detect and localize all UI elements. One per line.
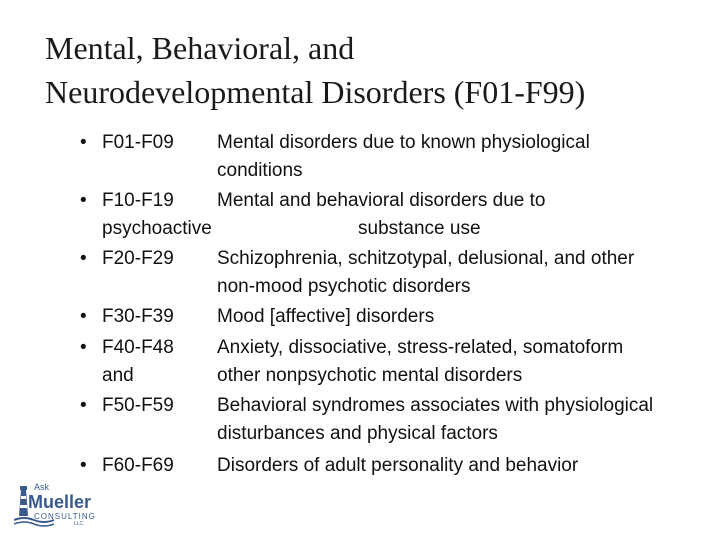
code-description-continued-left: psychoactive: [102, 218, 212, 239]
code-description-continued-left: and: [102, 365, 134, 386]
bullet-icon: •: [80, 132, 87, 153]
bullet-icon: •: [80, 306, 87, 327]
code-description: Schizophrenia, schitzotypal, delusional, and other: [217, 248, 635, 269]
bullet-icon: •: [80, 455, 87, 476]
code-description-continued: conditions: [217, 160, 303, 181]
code-range: F30-F39: [102, 306, 174, 327]
code-description: Mood [affective] disorders: [217, 306, 435, 327]
code-description: Mental disorders due to known physiological: [217, 132, 590, 153]
code-description-continued-right: substance use: [358, 218, 481, 239]
code-range: F01-F09: [102, 132, 174, 153]
code-description-continued: non-mood psychotic disorders: [217, 276, 471, 297]
bullet-icon: •: [80, 248, 87, 269]
code-description: Anxiety, dissociative, stress-related, somatoform: [217, 337, 624, 358]
code-range: F50-F59: [102, 395, 174, 416]
code-description-continued-right: other nonpsychotic mental disorders: [217, 365, 523, 386]
code-range: F40-F48: [102, 337, 174, 358]
bullet-icon: •: [80, 395, 87, 416]
logo-suffix-text: LLC: [74, 521, 84, 527]
code-range: F20-F29: [102, 248, 174, 269]
company-logo: [14, 478, 94, 528]
code-description: Disorders of adult personality and behavior: [217, 455, 579, 476]
slide-title: [45, 26, 685, 114]
bullet-icon: •: [80, 337, 87, 358]
logo-name-text: Mueller: [28, 492, 92, 512]
code-description: Mental and behavioral disorders due to: [217, 190, 546, 211]
bullet-icon: •: [80, 190, 87, 211]
logo-sub-text: CONSULTING: [34, 512, 96, 521]
title-line-1: Mental, Behavioral, and: [45, 30, 355, 66]
code-description-continued: disturbances and physical factors: [217, 423, 498, 444]
logo-ask-text: Ask: [34, 482, 50, 492]
title-line-2: Neurodevelopmental Disorders (F01-F99): [45, 74, 586, 110]
code-description: Behavioral syndromes associates with physiological: [217, 395, 654, 416]
code-range: F10-F19: [102, 190, 174, 211]
code-range: F60-F69: [102, 455, 174, 476]
